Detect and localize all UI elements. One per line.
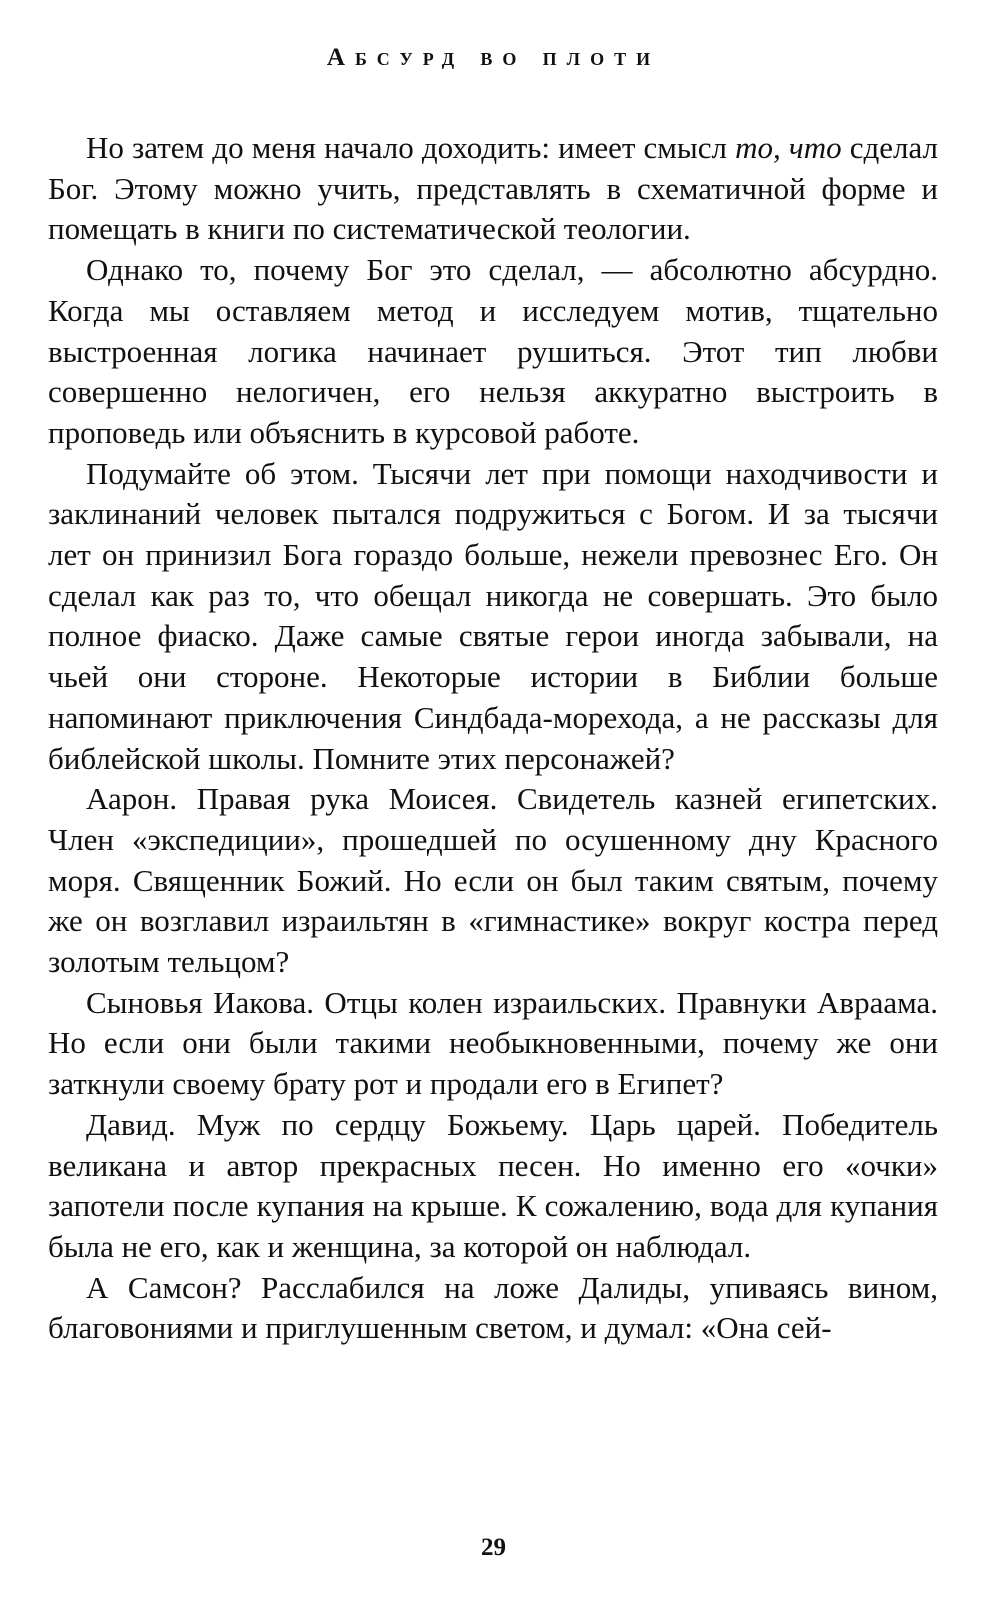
paragraph: А Самсон? Расслабился на ложе Далиды, упиваясь вином, благовониями и приглушенным светом, и думал: «Она сей- <box>48 1269 938 1346</box>
paragraph: Однако то, почему Бог это сделал, — абсолютно абсурдно. Когда мы оставляем метод и исследуем мотив, тщательно выстроенная логика начинает рушиться. Этот тип любви совершенно нелогичен, его нельзя аккуратно выстроить в проповедь или объяснить в курсовой работе. <box>48 252 938 450</box>
page-number: 29 <box>481 1534 506 1561</box>
paragraph: Сыновья Иакова. Отцы колен израильских. Правнуки Авраама. Но если они были такими необыкновенными, почему же они заткнули своему брату рот и продали его в Египет? <box>48 984 938 1102</box>
paragraph-text: сделал Бог. Этому можно учить, представлять в схематичной форме и помещать в книги по систематической теологии. <box>48 130 938 247</box>
paragraph: Подумайте об этом. Тысячи лет при помощи находчивости и заклинаний человек пытался подружиться с Богом. И за тысячи лет он принизил Бога гораздо больше, нежели превознес Его. Он сделал как раз то, что обещал никогда не совершать. Это было полное фиаско. Даже самые святые герои иногда забывали, на чьей они стороне. Некоторые истории в Библии больше напоминают приключения Синдбада-морехода, а не рассказы для библейской школы. Помните этих персонажей? <box>48 455 938 776</box>
paragraph <box>48 128 938 250</box>
paragraph: Аарон. Правая рука Моисея. Свидетель казней египетских. Член «экспедиции», прошедшей по осушенному дну Красного моря. Священник Божий. Но если он был таким святым, почему же он возглавил израильтян в «гимнастике» вокруг костра перед золотым тельцом? <box>48 781 938 980</box>
emphasis-text: то, что <box>735 130 842 165</box>
paragraph-text: Но затем до меня начало доходить: имеет смысл <box>86 130 736 165</box>
paragraph: Давид. Муж по сердцу Божьему. Царь царей. Победитель великана и автор прекрасных песен. Но именно его «очки» запотели после купания на крыше. К сожалению, вода для купания была не его, как и женщина, за которой он наблюдал. <box>48 1106 938 1264</box>
body-text <box>48 128 938 1349</box>
running-head: Абсурд во плоти <box>326 44 661 71</box>
